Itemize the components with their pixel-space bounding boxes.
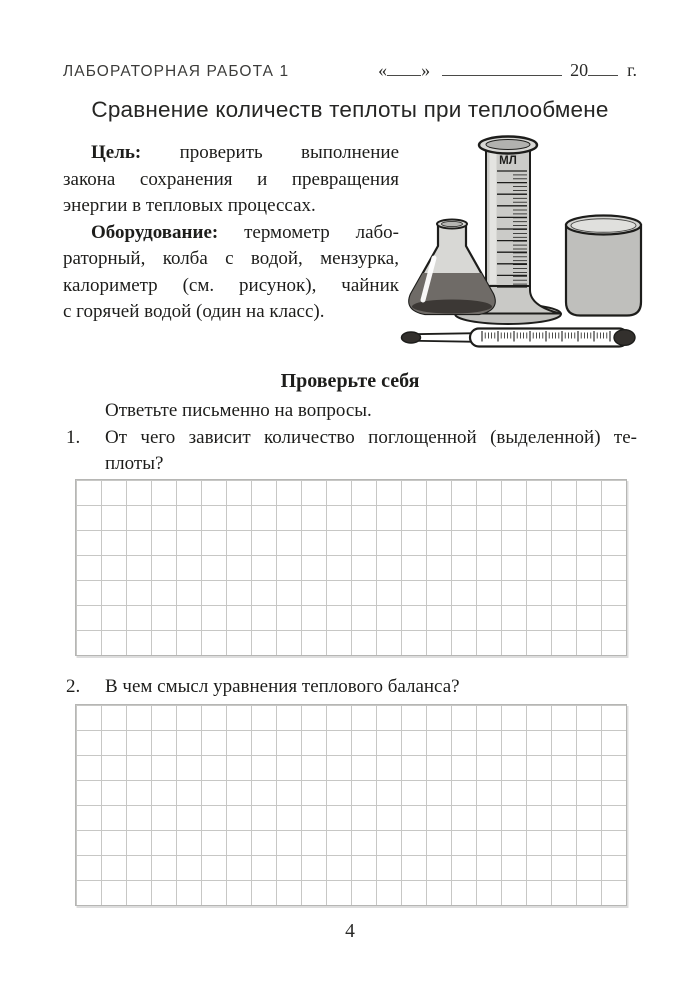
question-line: плоты? <box>105 453 164 474</box>
answer-grid-1[interactable] <box>75 479 627 656</box>
lab-work-label: ЛАБОРАТОРНАЯ РАБОТА 1 <box>63 63 290 80</box>
equipment-line <box>63 220 399 247</box>
intro-section <box>63 140 637 364</box>
date-day-blank[interactable] <box>387 63 421 76</box>
question-number: 2. <box>66 676 81 697</box>
question-text <box>105 425 637 477</box>
calorimeter-beaker-icon <box>566 216 641 316</box>
page-title: Сравнение количеств теплоты при теплообмене <box>91 97 609 122</box>
page-number: 4 <box>345 921 355 942</box>
cylinder-unit-label: МЛ <box>499 155 517 167</box>
year-suffix: г. <box>627 60 637 80</box>
page-header <box>63 60 637 82</box>
year-prefix: 20 <box>570 60 589 80</box>
equipment-line: с горячей водой (один на класс). <box>63 301 325 322</box>
equipment-label: Оборудование: <box>91 221 219 243</box>
instruction-text: Ответьте письменно на вопросы. <box>105 400 372 421</box>
open-quote: « <box>378 60 388 80</box>
date-line <box>378 60 637 81</box>
check-yourself-heading: Проверьте себя <box>280 370 420 392</box>
date-month-blank[interactable] <box>442 63 562 76</box>
answer-grid-2[interactable] <box>75 704 627 906</box>
date-year-blank[interactable] <box>588 63 618 76</box>
close-quote: » <box>421 60 431 80</box>
intro-text <box>63 140 399 326</box>
goal-label: Цель: <box>91 142 142 163</box>
goal-line: энергии в тепловых процессах. <box>63 195 316 216</box>
equipment-line: раторный, колба с водой, мензурка, <box>63 248 399 269</box>
question-line: В чем смысл уравнения теплового баланса? <box>105 676 460 697</box>
goal-line: закона сохранения и превращения <box>63 168 399 190</box>
question-2 <box>63 674 637 700</box>
goal-text: проверить выполнение <box>179 142 400 163</box>
equipment-line: калориметр (см. рисунок), чайник <box>63 274 399 296</box>
equipment-text: термометр лабо- <box>244 221 399 243</box>
flask-icon <box>409 220 495 315</box>
lab-equipment-illustration <box>397 130 649 358</box>
thermometer-icon <box>402 329 636 347</box>
question-1 <box>63 425 637 477</box>
question-number: 1. <box>66 427 81 448</box>
goal-line <box>63 140 399 167</box>
question-line: От чего зависит количество поглощенной (выделенной) те- <box>105 427 637 448</box>
question-text <box>105 674 637 700</box>
